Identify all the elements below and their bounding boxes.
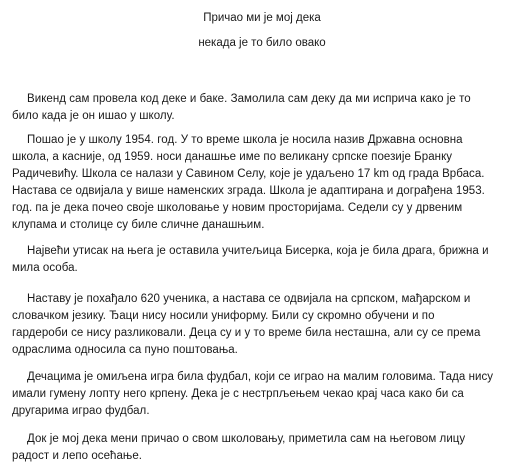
paragraph-line: словачком језику. Ђаци нису носили униформу. Били су скромно обучени и по (12, 310, 435, 322)
paragraph-line: Радичевићу. Школа се налази у Савином Селу, које је удаљено 17 km од града Врбаса. (12, 168, 485, 180)
paragraph-line: клупама и столице су биле сличне данашњим. (12, 219, 265, 231)
paragraph-line: Највећи утисак на њега је оставила учитељица Бисерка, која је била драга, брижна и (27, 245, 489, 257)
paragraph-line: имали гумену лопту него крпену. Дека је с нестрпљењем чекао крај часа како би са (12, 388, 464, 400)
paragraph-line: одраслима односила са пуно поштовања. (12, 344, 238, 356)
paragraph-line: Док је мој дека мени причао о свом школовању, приметила сам на његовом лицу (27, 433, 466, 445)
paragraph-line: Пошао је у школу 1954. год. У то време школа је носила назив Државна основна (27, 134, 463, 146)
paragraph-line: год. па је дека почео своје школовање у новим просторијама. Седели су у дрвеним (12, 202, 463, 214)
paragraph-line: Настава се одвијала у више наменских зграда. Школа је адаптирана и дограђена 1953. (12, 185, 485, 197)
paragraph-line: Наставу је похађало 620 ученика, а настава се одвијала на српском, мађарском и (27, 293, 471, 305)
paragraph-line: било када је он ишао у школу. (12, 110, 175, 122)
paragraph-line: другарима играо фудбал. (12, 405, 150, 417)
paragraph-line: гардероби се нису разликовали. Деца су и у то време била несташна, али су се према (12, 327, 481, 339)
paragraph-line: школа, а касније, од 1959. носи данашње име по великану српске поезије Бранку (12, 151, 453, 163)
document-title: Причао ми је мој дека (203, 12, 321, 24)
paragraph-line: Викенд сам провела код деке и баке. Замолила сам деку да ми исприча како је то (27, 93, 471, 105)
document-subtitle: некада је то било овако (198, 37, 326, 49)
paragraph-line: мила особа. (12, 262, 78, 274)
paragraph-line: радост и лепо осећање. (12, 450, 143, 462)
paragraph-line: Дечацима је омиљена игра била фудбал, који се играо на малим головима. Тада нису (27, 371, 494, 383)
